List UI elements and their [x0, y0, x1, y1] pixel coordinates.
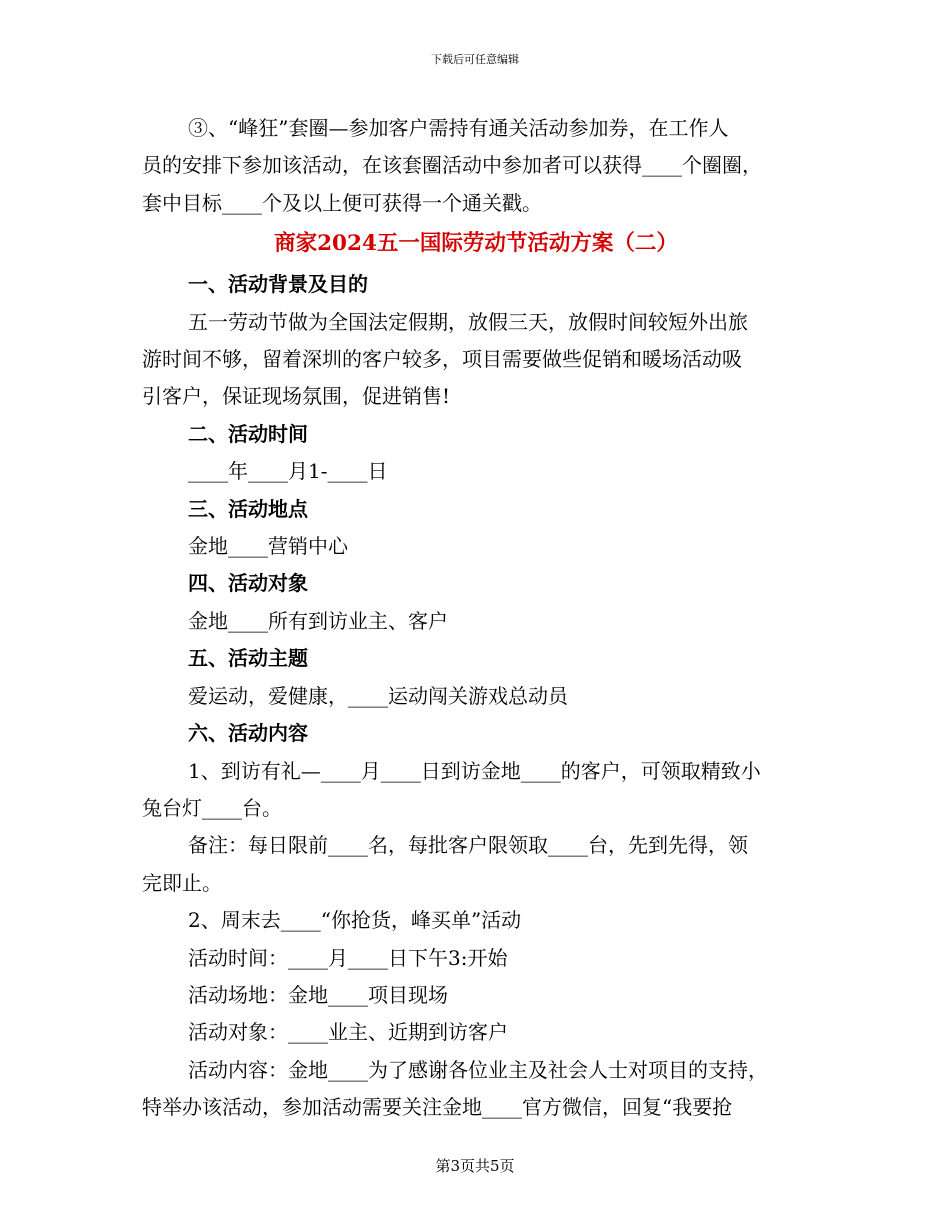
paragraph-line: 游时间不够，留着深圳的客户较多，项目需要做些促销和暖场活动吸: [142, 347, 742, 372]
paragraph-line: 活动时间：____月____日下午3:开始: [188, 945, 508, 970]
section-heading: 六、活动内容: [188, 721, 308, 746]
section-heading: 五、活动主题: [188, 646, 308, 671]
section-heading: 二、活动时间: [188, 421, 308, 446]
paragraph-line: 完即止。: [142, 870, 222, 895]
paragraph-line: 金地____营销中心: [188, 534, 348, 559]
section-heading: 一、活动背景及目的: [188, 272, 368, 297]
document-body: [142, 110, 810, 1127]
paragraph-line: 活动内容：金地____为了感谢各位业主及社会人士对项目的支持，: [188, 1057, 768, 1082]
paragraph-line: 兔台灯____台。: [142, 795, 282, 820]
paragraph-line: 2、周末去____“你抢货，峰买单”活动: [188, 908, 522, 933]
paragraph-line: 套中目标____个及以上便可获得一个通关戳。: [142, 190, 542, 215]
section-heading: 四、活动对象: [188, 571, 308, 596]
paragraph-line: 引客户，保证现场氛围，促进销售!: [142, 384, 451, 409]
paragraph-line: 活动对象：____业主、近期到访客户: [188, 1020, 508, 1045]
paragraph-line: 1、到访有礼—____月____日到访金地____的客户，可领取精致小: [188, 758, 761, 783]
page-number: 第3页共5页: [435, 1157, 515, 1175]
section-heading: 三、活动地点: [188, 496, 308, 521]
paragraph-line: ③、“峰狂”套圈—参加客户需持有通关活动参加券，在工作人: [188, 116, 729, 140]
paragraph-line: ____年____月1-____日: [188, 459, 388, 484]
paragraph-line: 爱运动，爱健康，____运动闯关游戏总动员: [188, 683, 568, 708]
paragraph-line: 员的安排下参加该活动，在该套圈活动中参加者可以获得____个圈圈，: [142, 153, 762, 178]
paragraph-line: 活动场地：金地____项目现场: [188, 982, 448, 1007]
paragraph-line: 特举办该活动，参加活动需要关注金地____官方微信，回复“我要抢: [142, 1095, 733, 1120]
page-header: 下载后可任意编辑: [431, 53, 519, 66]
paragraph-line: 五一劳动节做为全国法定假期，放假三天，放假时间较短外出旅: [188, 309, 748, 334]
paragraph-line: 金地____所有到访业主、客户: [188, 608, 448, 633]
paragraph-line: 备注：每日限前____名，每批客户限领取____台，先到先得，领: [188, 833, 748, 858]
document-title: 商家2024五一国际劳动节活动方案（二）: [274, 231, 678, 257]
